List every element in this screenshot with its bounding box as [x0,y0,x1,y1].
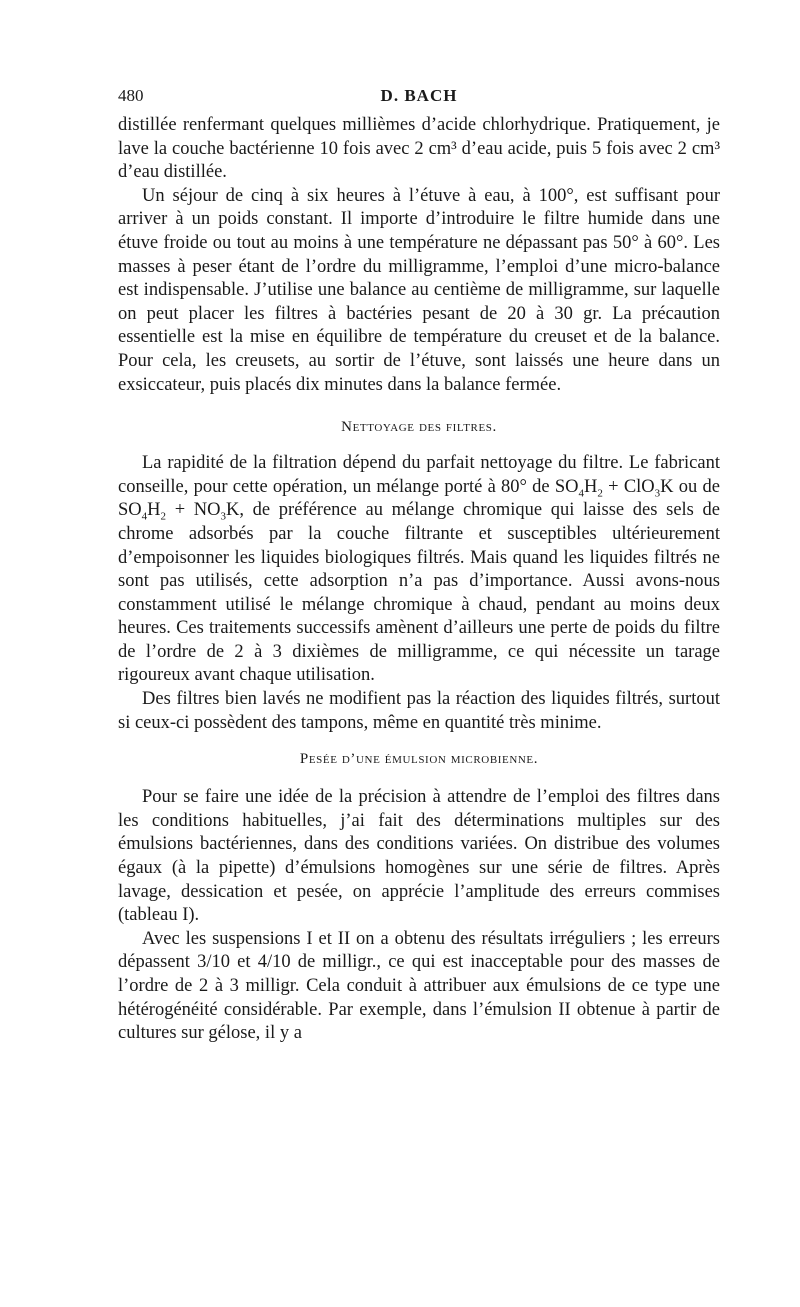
text-run: K ou de SO [118,476,720,521]
paragraph-continuation: distillée renfermant quelques millièmes d’acide chlorhydrique. Pratiquement, je lave la couche bactérienne 10 fois avec 2 cm³ d’eau acide, puis 5 fois avec 2 cm³ d’eau distillée. [118,115,720,183]
page-header [118,86,720,114]
paragraph-suspensions: Avec les suspensions I et II on a obtenu des résultats irréguliers ; les erreurs dépassent 3/10 et 4/10 de milligr., ce qui est inacceptable pour des masses de l’ordre de 2 à 3 milligr. Cela conduit à attribuer aux émulsions de ce type une hétérogénéité considérable. Par exemple, dans l’émulsion II obtenue à partir de cultures sur gélose, il y a [118,928,720,1044]
paragraph-drying: Un séjour de cinq à six heures à l’étuve à eau, à 100°, est suffisant pour arriver à un poids constant. Il importe d’introduire le filtre humide dans une étuve froide ou tout au moins à une température ne dépassant pas 50° à 60°. Les masses à peser étant de l’ordre du milligramme, l’emploi d’une micro-balance est indispensable. J’utilise une balance au centième de milligramme, sur laquelle on peut placer les filtres à bactéries pesant de 20 à 30 gr. La précaution essentielle est la mise en équilibre de température du creuset et de la balance. Pour cela, les creusets, au sortir de l’étuve, sont laissés une heure dans un exsiccateur, puis placés dix minutes dans la balance fermée. [118,185,720,395]
subscript: 3 [220,511,227,523]
running-head: D. BACH [380,86,458,105]
paragraph-washed-filters: Des filtres bien lavés ne modifient pas la réaction des liquides filtrés, surtout si ceux-ci possèdent des tampons, même en quantité très minime. [118,689,720,733]
section-heading-emulsion-weighing: Pesée d’une émulsion microbienne. [299,751,539,768]
subscript: 4 [578,487,585,500]
subscript: 2 [160,511,167,523]
page-body [118,86,720,1046]
text-run: K, de préférence au mélange chromique qui laisse des sels de chrome adsorbés par la couche filtrante et susceptibles ultérieurement d’empoisonner les liquides biologiques filtrés. Mais quand les liquides filtrés ne sont pas utilisés, cette adsorption n’a pas d’importance. Aussi avons-nous constamment utilisé le mélange chromique à chaud, pendant au moins deux heures. Ces traitements successifs amènent d’ailleurs une perte de poids du filtre de l’ordre de 2 à 3 dixièmes de milligramme, ce qui nécessite un tarage rigoureux avant chaque utilisation. [118,500,720,686]
subscript: 2 [597,487,603,500]
paragraph-filter-cleaning [118,452,720,688]
subscript: 4 [141,511,148,523]
text-run: H [147,500,161,521]
text-run: + NO [166,500,221,521]
subscript: 3 [654,487,661,500]
text-run: H [584,476,598,497]
text-run: La rapidité de la filtration dépend du parfait nettoyage du filtre. Le fabricant conseille, pour cette opération, un mélange porté à 80° de SO [118,453,720,497]
section-heading-filter-cleaning: Nettoyage des filtres. [341,419,497,436]
page-number: 480 [118,86,144,105]
text-run: + ClO [602,476,655,497]
paragraph-precision: Pour se faire une idée de la précision à attendre de l’emploi des filtres dans les conditions habituelles, j’ai fait des déterminations multiples sur des émulsions bactériennes, dans des conditions variées. On distribue des volumes égaux (à la pipette) d’émulsions homogènes sur une série de filtres. Après lavage, dessication et pesée, on apprécie l’amplitude des erreurs commises (tableau I). [118,787,720,926]
